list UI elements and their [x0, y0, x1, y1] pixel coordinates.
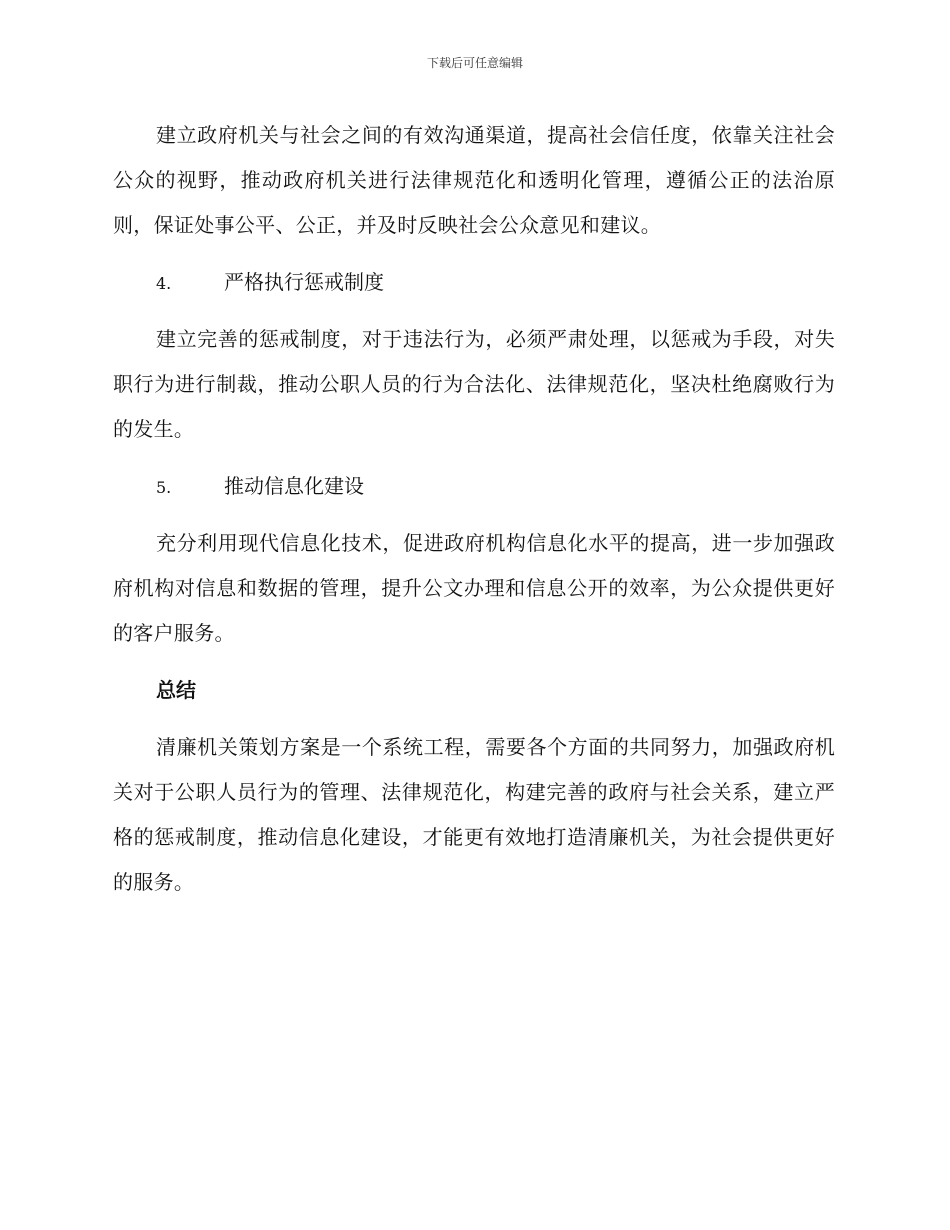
- page-header: 下载后可任意编辑: [426, 56, 523, 70]
- section-heading-4: [113, 260, 835, 305]
- paragraph-communication: 建立政府机关与社会之间的有效沟通渠道，提高社会信任度，依靠关注社会公众的视野，推动政府机关进行法律规范化和透明化管理，遵循公正的法治原则，保证处事公平、公正，并及时反映社会公众意见和建议。: [113, 123, 835, 237]
- paragraph-discipline: 建立完善的惩戒制度，对于违法行为，必须严肃处理，以惩戒为手段，对失职行为进行制裁，推动公职人员的行为合法化、法律规范化，坚决杜绝腐败行为的发生。: [113, 327, 835, 441]
- section-title: 严格执行惩戒制度: [224, 270, 384, 294]
- section-number: 5.: [156, 478, 172, 497]
- document-body: [113, 113, 835, 905]
- section-number: 4.: [156, 274, 172, 293]
- section-title: 推动信息化建设: [224, 474, 364, 498]
- section-heading-5: [113, 464, 835, 509]
- paragraph-informatization: 充分利用现代信息化技术，促进政府机构信息化水平的提高，进一步加强政府机构对信息和数据的管理，提升公文办理和信息公开的效率，为公众提供更好的客户服务。: [113, 531, 835, 645]
- paragraph-summary: 清廉机关策划方案是一个系统工程，需要各个方面的共同努力，加强政府机关对于公职人员行为的管理、法律规范化，构建完善的政府与社会关系，建立严格的惩戒制度，推动信息化建设，才能更有效地打造清廉机关，为社会提供更好的服务。: [113, 735, 835, 894]
- summary-heading: 总结: [156, 678, 196, 702]
